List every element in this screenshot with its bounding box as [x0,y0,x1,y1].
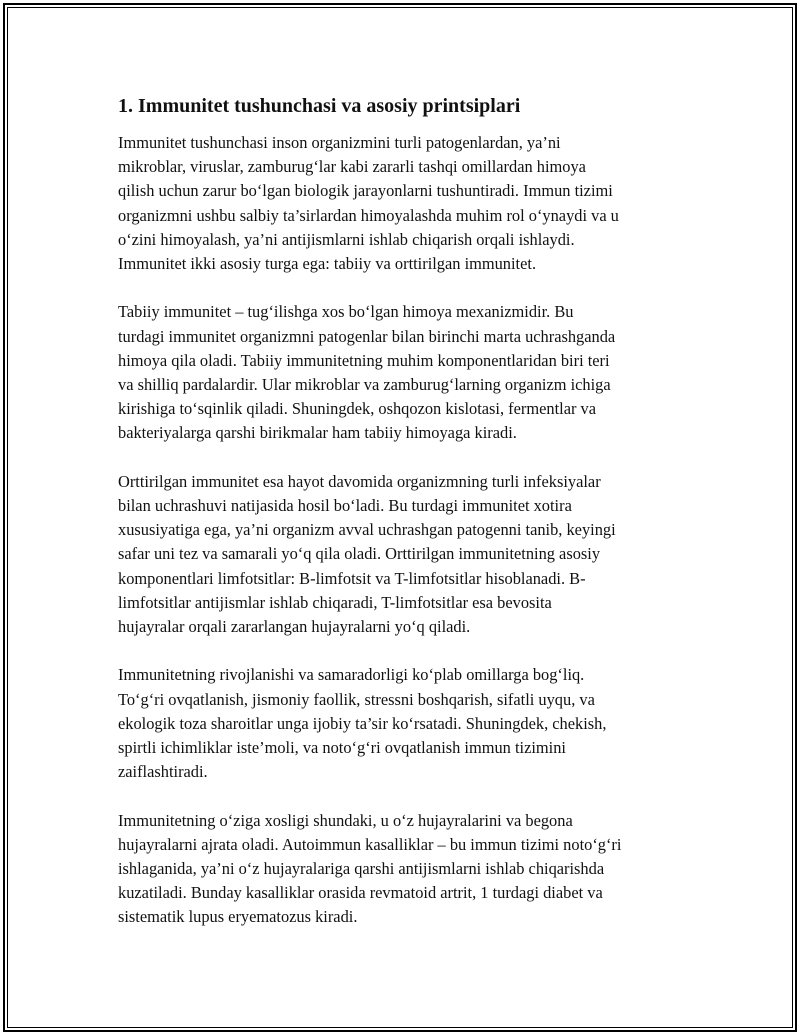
text-line: limfotsitlar antijismlar ishlab chiqaradi, T-limfotsitlar esa bevosita [118,592,552,612]
text-line: va shilliq pardalardir. Ular mikroblar va zamburug‘larning organizm ichiga [118,375,611,395]
text-line: Orttirilgan immunitet esa hayot davomida organizmning turli infeksiyalar [118,471,601,491]
text-line: hujayralarni ajrata oladi. Autoimmun kasalliklar – bu immun tizimi noto‘g‘ri [118,834,622,854]
document-body [118,93,690,954]
text-line: safar uni tez va samarali yo‘q qila oladi. Orttirilgan immunitetning asosiy [118,544,601,564]
paragraph-innate-immunity [118,300,690,445]
text-line: sistematik lupus eryematozus kiradi. [118,907,358,927]
text-line: kuzatiladi. Bunday kasalliklar orasida revmatoid artrit, 1 turdagi diabet va [118,883,603,903]
text-line: hujayralar orqali zararlangan hujayralarni yo‘q qiladi. [118,617,471,637]
text-line: komponentlari limfotsitlar: B-limfotsit va T-limfotsitlar hisoblanadi. B- [118,568,586,588]
text-line: Immunitetning o‘ziga xosligi shundaki, u o‘z hujayralarini va begona [118,810,573,830]
text-line: bakteriyalarga qarshi birikmalar ham tabiiy himoyaga kiradi. [118,423,517,443]
text-line: qilish uchun zarur bo‘lgan biologik jarayonlarni tushuntiradi. Immun tizimi [118,181,613,201]
text-line: To‘g‘ri ovqatlanish, jismoniy faollik, stressni boshqarish, sifatli uyqu, va [118,689,595,709]
paragraph-acquired-immunity [118,470,690,639]
text-line: kirishiga to‘sqinlik qiladi. Shuningdek, oshqozon kislotasi, fermentlar va [118,399,596,419]
text-line: Immunitetning rivojlanishi va samaradorligi ko‘plab omillarga bog‘liq. [118,665,585,685]
text-line: turdagi immunitet organizmni patogenlar bilan birinchi marta uchrashganda [118,326,616,346]
text-line: Tabiiy immunitet – tug‘ilishga xos bo‘lgan himoya mexanizmidir. Bu [118,302,574,322]
text-line: bilan uchrashuvi natijasida hosil bo‘ladi. Bu turdagi immunitet xotira [118,496,572,516]
text-line: ekologik toza sharoitlar unga ijobiy ta’sir ko‘rsatadi. Shuningdek, chekish, [118,713,607,733]
text-line: organizmni ushbu salbiy ta’sirlardan himoyalashda muhim rol o‘ynaydi va u [118,205,619,225]
text-line: zaiflashtiradi. [118,762,208,782]
paragraph-immunity-factors [118,663,690,784]
text-line: Immunitet tushunchasi inson organizmini turli patogenlardan, ya’ni [118,133,561,152]
text-line: himoya qila oladi. Tabiiy immunitetning muhim komponentlaridan biri teri [118,350,610,370]
text-line: ishlaganida, ya’ni o‘z hujayralariga qarshi antijismlarni ishlab chiqarishda [118,859,605,879]
text-line: o‘zini himoyalash, ya’ni antijismlarni ishlab chiqarish orqali ishlaydi. [118,229,575,249]
text-line: xususiyatiga ega, ya’ni organizm avval uchrashgan patogenni tanib, keyingi [118,520,616,540]
text-line: spirtli ichimliklar iste’moli, va noto‘g‘ri ovqatlanish immun tizimini [118,738,566,758]
text-line: Immunitet ikki asosiy turga ega: tabiiy va orttirilgan immunitet. [118,254,537,274]
paragraph-autoimmune [118,809,690,930]
paragraph-immunity-concept [118,131,690,276]
text-line: mikroblar, viruslar, zamburug‘lar kabi zararli tashqi omillardan himoya [118,157,586,177]
section-heading: 1. Immunitet tushunchasi va asosiy printsiplari [118,95,521,117]
